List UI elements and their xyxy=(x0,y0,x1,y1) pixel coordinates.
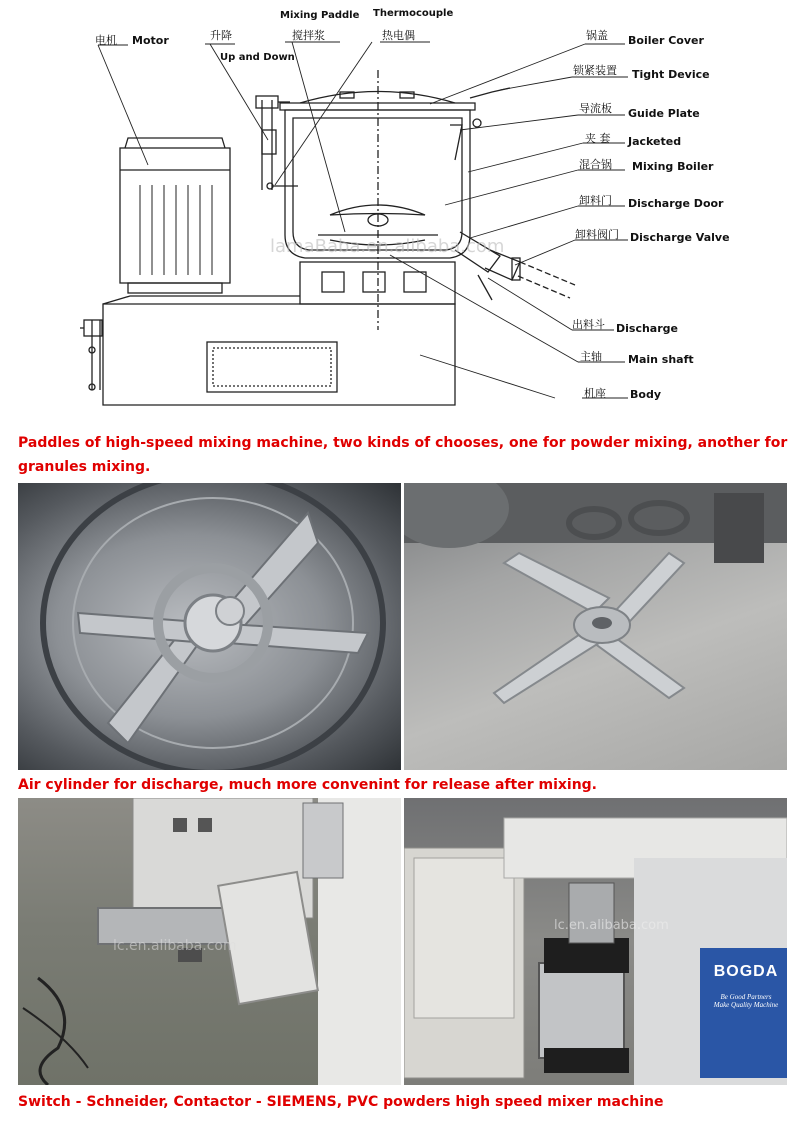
label-discharge-cn: 出料斗 xyxy=(572,318,605,331)
photo-air-cylinder xyxy=(18,798,401,1085)
label-thermo-en: Thermocouple xyxy=(373,8,454,19)
photo-paddle-on-floor xyxy=(404,483,787,770)
label-updown-cn: 升降 xyxy=(210,29,232,42)
label-jacket-cn: 夹 套 xyxy=(585,132,611,145)
label-motor-cn: 电机 xyxy=(95,34,117,47)
bogda-slogan-1: Be Good Partners xyxy=(720,993,772,1001)
caption-paddles: Paddles of high-speed mixing machine, two kinds of chooses, one for powder mixing, another for granules mixing. xyxy=(18,435,788,475)
bogda-slogan-2: Make Quality Machine xyxy=(713,1001,779,1009)
label-door-en: Discharge Door xyxy=(628,197,724,210)
label-boiler-en: Mixing Boiler xyxy=(632,160,714,173)
label-paddle-en: Mixing Paddle xyxy=(280,10,360,21)
photo-watermark-left: lc.en.alibaba.com xyxy=(113,938,237,954)
label-paddle-cn: 搅拌浆 xyxy=(292,29,325,42)
label-body-cn: 机座 xyxy=(584,387,606,400)
diagram-watermark: lamaBaba.en.alibaba.com xyxy=(270,236,505,257)
label-discharge-en: Discharge xyxy=(616,322,678,335)
caption-cylinder: Air cylinder for discharge, much more convenint for release after mixing. xyxy=(18,777,597,793)
label-tight-en: Tight Device xyxy=(632,68,710,81)
label-guide-cn: 导流板 xyxy=(579,102,612,115)
label-updown-en: Up and Down xyxy=(220,52,295,63)
label-guide-en: Guide Plate xyxy=(628,107,700,120)
photo-watermark-right: lc.en.alibaba.com xyxy=(554,918,669,933)
label-valve-cn: 卸料阀门 xyxy=(575,228,619,241)
label-jacket-en: Jacketed xyxy=(628,135,682,148)
caption-switch: Switch - Schneider, Contactor - SIEMENS, PVC powders high speed mixer machine xyxy=(18,1094,664,1110)
label-tight-cn: 锁紧装置 xyxy=(573,64,617,77)
label-boiler-cn: 混合锅 xyxy=(579,158,612,171)
label-thermo-cn: 热电偶 xyxy=(382,29,415,42)
photo-paddle-in-boiler xyxy=(18,483,401,770)
label-valve-en: Discharge Valve xyxy=(630,231,730,244)
label-cover-cn: 锅盖 xyxy=(586,29,608,42)
label-cover-en: Boiler Cover xyxy=(628,34,704,47)
label-door-cn: 卸料门 xyxy=(579,194,612,207)
label-shaft-cn: 主轴 xyxy=(580,350,602,363)
label-shaft-en: Main shaft xyxy=(628,353,694,366)
photo-bogda-machine xyxy=(404,798,787,1085)
bogda-logo xyxy=(706,963,786,1009)
bogda-brand: BOGDA xyxy=(713,963,779,980)
label-body-en: Body xyxy=(630,388,661,401)
label-motor-en: Motor xyxy=(132,34,169,47)
